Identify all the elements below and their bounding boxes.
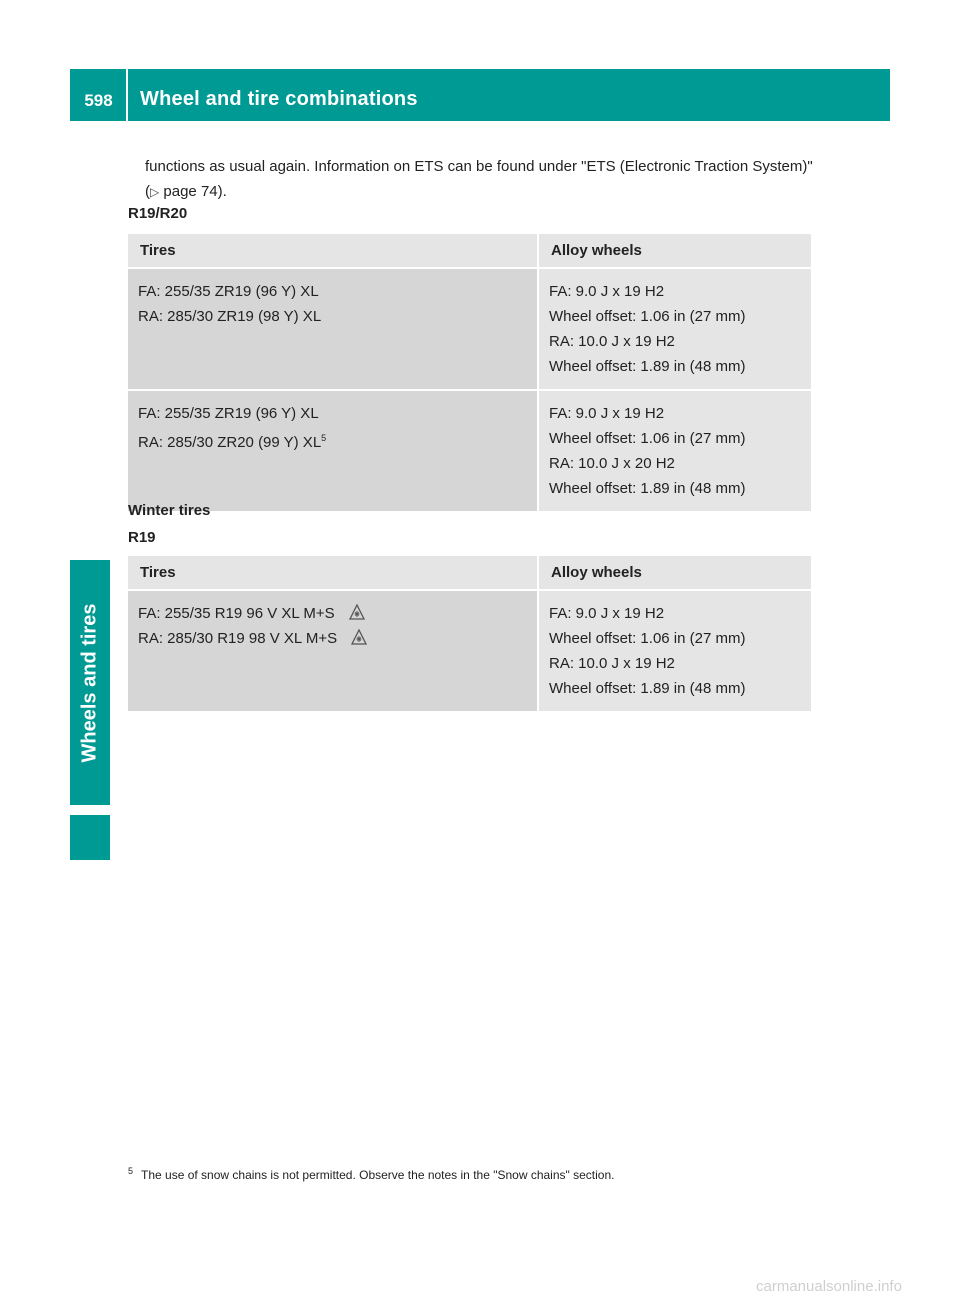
table-r19-r20 bbox=[128, 234, 811, 511]
page-ref-link[interactable]: page 74). bbox=[159, 183, 227, 200]
footnote-number: 5 bbox=[128, 1166, 134, 1176]
page-ref-arrow-icon: ▷ bbox=[150, 185, 160, 199]
section-heading-winter-tires: Winter tires bbox=[128, 502, 211, 519]
wheels-cell: FA: 9.0 J x 19 H2 Wheel offset: 1.06 in (27 mm) RA: 10.0 J x 19 H2 Wheel offset: 1.89 in (48 mm) bbox=[537, 589, 811, 711]
intro-paragraph bbox=[145, 154, 825, 205]
side-tab-label: Wheels and tires bbox=[78, 603, 101, 763]
section-heading-r19-r20: R19/R20 bbox=[128, 205, 188, 222]
wheels-cell: FA: 9.0 J x 19 H2 Wheel offset: 1.06 in (27 mm) RA: 10.0 J x 20 H2 Wheel offset: 1.89 in (48 mm) bbox=[537, 389, 811, 511]
footnote-ref[interactable]: 5 bbox=[321, 433, 327, 443]
wheels-cell: FA: 9.0 J x 19 H2 Wheel offset: 1.06 in (27 mm) RA: 10.0 J x 19 H2 Wheel offset: 1.89 in (48 mm) bbox=[537, 267, 811, 389]
mountain-snowflake-icon bbox=[351, 629, 367, 645]
footnote bbox=[128, 1166, 614, 1182]
section-subheading-r19: R19 bbox=[128, 529, 156, 546]
table-winter-r19 bbox=[128, 556, 811, 711]
mountain-snowflake-icon bbox=[349, 604, 365, 620]
column-header-tires: Tires bbox=[128, 234, 537, 267]
intro-text: functions as usual again. Information on ETS can be found under "ETS (Electronic Traction System)" ( bbox=[145, 158, 813, 200]
watermark: carmanualsonline.info bbox=[756, 1278, 902, 1295]
page-number: 598 bbox=[84, 91, 113, 110]
column-header-wheels: Alloy wheels bbox=[537, 556, 811, 589]
column-header-wheels: Alloy wheels bbox=[537, 234, 811, 267]
side-marker bbox=[70, 815, 110, 860]
table-row bbox=[128, 267, 811, 389]
tires-cell: FA: 255/35 ZR19 (96 Y) XL RA: 285/30 ZR20 (99 Y) $XL^5$ bbox=[128, 389, 537, 511]
page-title: Wheel and tire combinations bbox=[140, 88, 418, 110]
header-divider bbox=[126, 69, 128, 121]
tires-cell: FA: 255/35 ZR19 (96 Y) XL RA: 285/30 ZR19 (98 Y) XL bbox=[128, 267, 537, 389]
table-row bbox=[128, 389, 811, 511]
column-header-tires: Tires bbox=[128, 556, 537, 589]
table-row bbox=[128, 589, 811, 711]
footnote-text: The use of snow chains is not permitted. Observe the notes in the "Snow chains" section. bbox=[141, 1168, 615, 1182]
tires-cell: FA: 255/35 R19 96 V XL M+S RA: 285/30 R19 98 V XL M+S bbox=[128, 589, 537, 711]
